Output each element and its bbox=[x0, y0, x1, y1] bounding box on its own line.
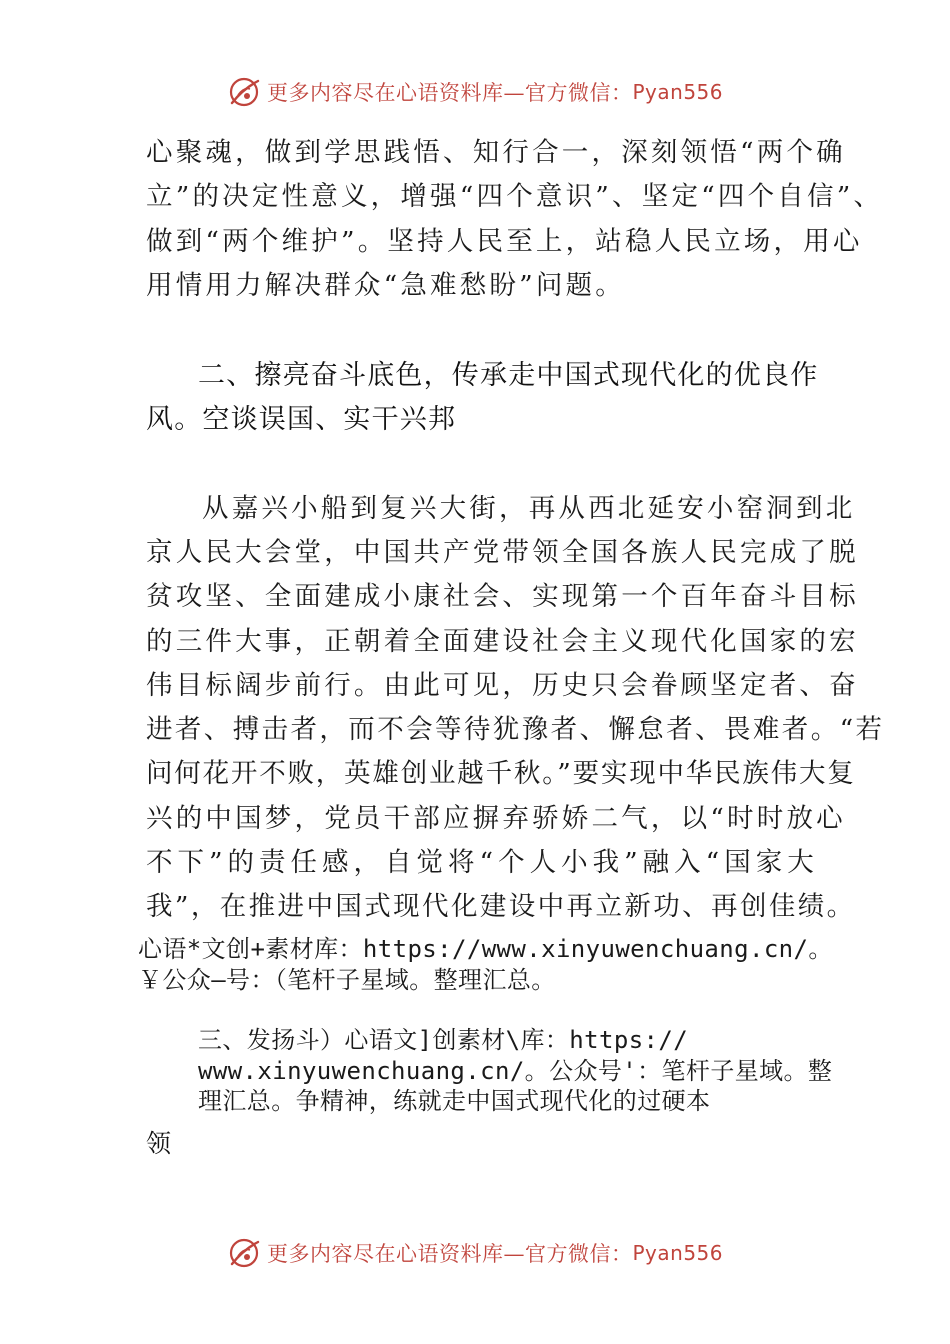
banner-text: 更多内容尽在心语资料库—官方微信： bbox=[266, 1242, 633, 1266]
body-text-line: 我”，在推进中国式现代化建设中再立新功、再创佳绩。 bbox=[146, 891, 856, 922]
section-heading-3-line: 三、发扬斗）心语文]创素材\库：https:// bbox=[198, 1026, 689, 1054]
section-heading: 二、擦亮奋斗底色，传承走中国式现代化的优良作 bbox=[198, 360, 819, 391]
brand-logo-icon bbox=[227, 1236, 261, 1270]
body-text-line: 问何花开不败，英雄创业越千秋。”要实现中华民族伟大复 bbox=[146, 758, 856, 789]
section-heading-3-tail: 领 bbox=[146, 1129, 173, 1158]
section-heading-3-line: www.xinyuwenchuang.cn/。公众号'：笔杆子星域。整 bbox=[198, 1057, 833, 1085]
bottom-banner bbox=[0, 1233, 950, 1273]
body-text-line: 从嘉兴小船到复兴大街，再从西北延安小窑洞到北 bbox=[202, 493, 856, 524]
section-heading-3-line: 理汇总。争精神，练就走中国式现代化的过硬本 bbox=[198, 1087, 711, 1115]
section-heading: 风。空谈误国、实干兴邦 bbox=[146, 404, 457, 435]
banner-wechat-id: Pyan556 bbox=[632, 1241, 723, 1265]
body-text-line: 进者、搏击者，而不会等待犹豫者、懈怠者、畏难者。“若 bbox=[146, 714, 885, 745]
body-text-line: 伟目标阔步前行。由此可见，历史只会眷顾坚定者、奋 bbox=[146, 670, 859, 701]
body-text-line: 用情用力解决群众“急难愁盼”问题。 bbox=[146, 270, 625, 301]
source-note-line: ￥公众—号：（笔杆子星域。整理汇总。 bbox=[138, 966, 556, 994]
body-text-line: 心聚魂，做到学思践悟、知行合一，深刻领悟“两个确 bbox=[146, 137, 846, 168]
banner-text: 更多内容尽在心语资料库—官方微信： bbox=[266, 81, 633, 105]
top-banner bbox=[0, 72, 950, 112]
source-note-line: 心语*文创+素材库：https://www.xinyuwenchuang.cn/。 bbox=[138, 935, 833, 963]
brand-logo-icon bbox=[227, 75, 261, 109]
body-text-line: 兴的中国梦，党员干部应摒弃骄娇二气，以“时时放心 bbox=[146, 803, 846, 834]
body-text-line: 的三件大事，正朝着全面建设社会主义现代化国家的宏 bbox=[146, 626, 859, 657]
body-text-line: 贫攻坚、全面建成小康社会、实现第一个百年奋斗目标 bbox=[146, 581, 859, 612]
body-text-line: 做到“两个维护”。坚持人民至上，站稳人民立场，用心 bbox=[146, 226, 863, 257]
body-text-line: 京人民大会堂，中国共产党带领全国各族人民完成了脱 bbox=[146, 537, 859, 568]
body-text-line: 不下”的责任感，自觉将“个人小我”融入“国家大 bbox=[146, 847, 819, 878]
body-text-line: 立”的决定性意义，增强“四个意识”、坚定“四个自信”、 bbox=[146, 181, 884, 212]
banner-wechat-id: Pyan556 bbox=[632, 80, 723, 104]
